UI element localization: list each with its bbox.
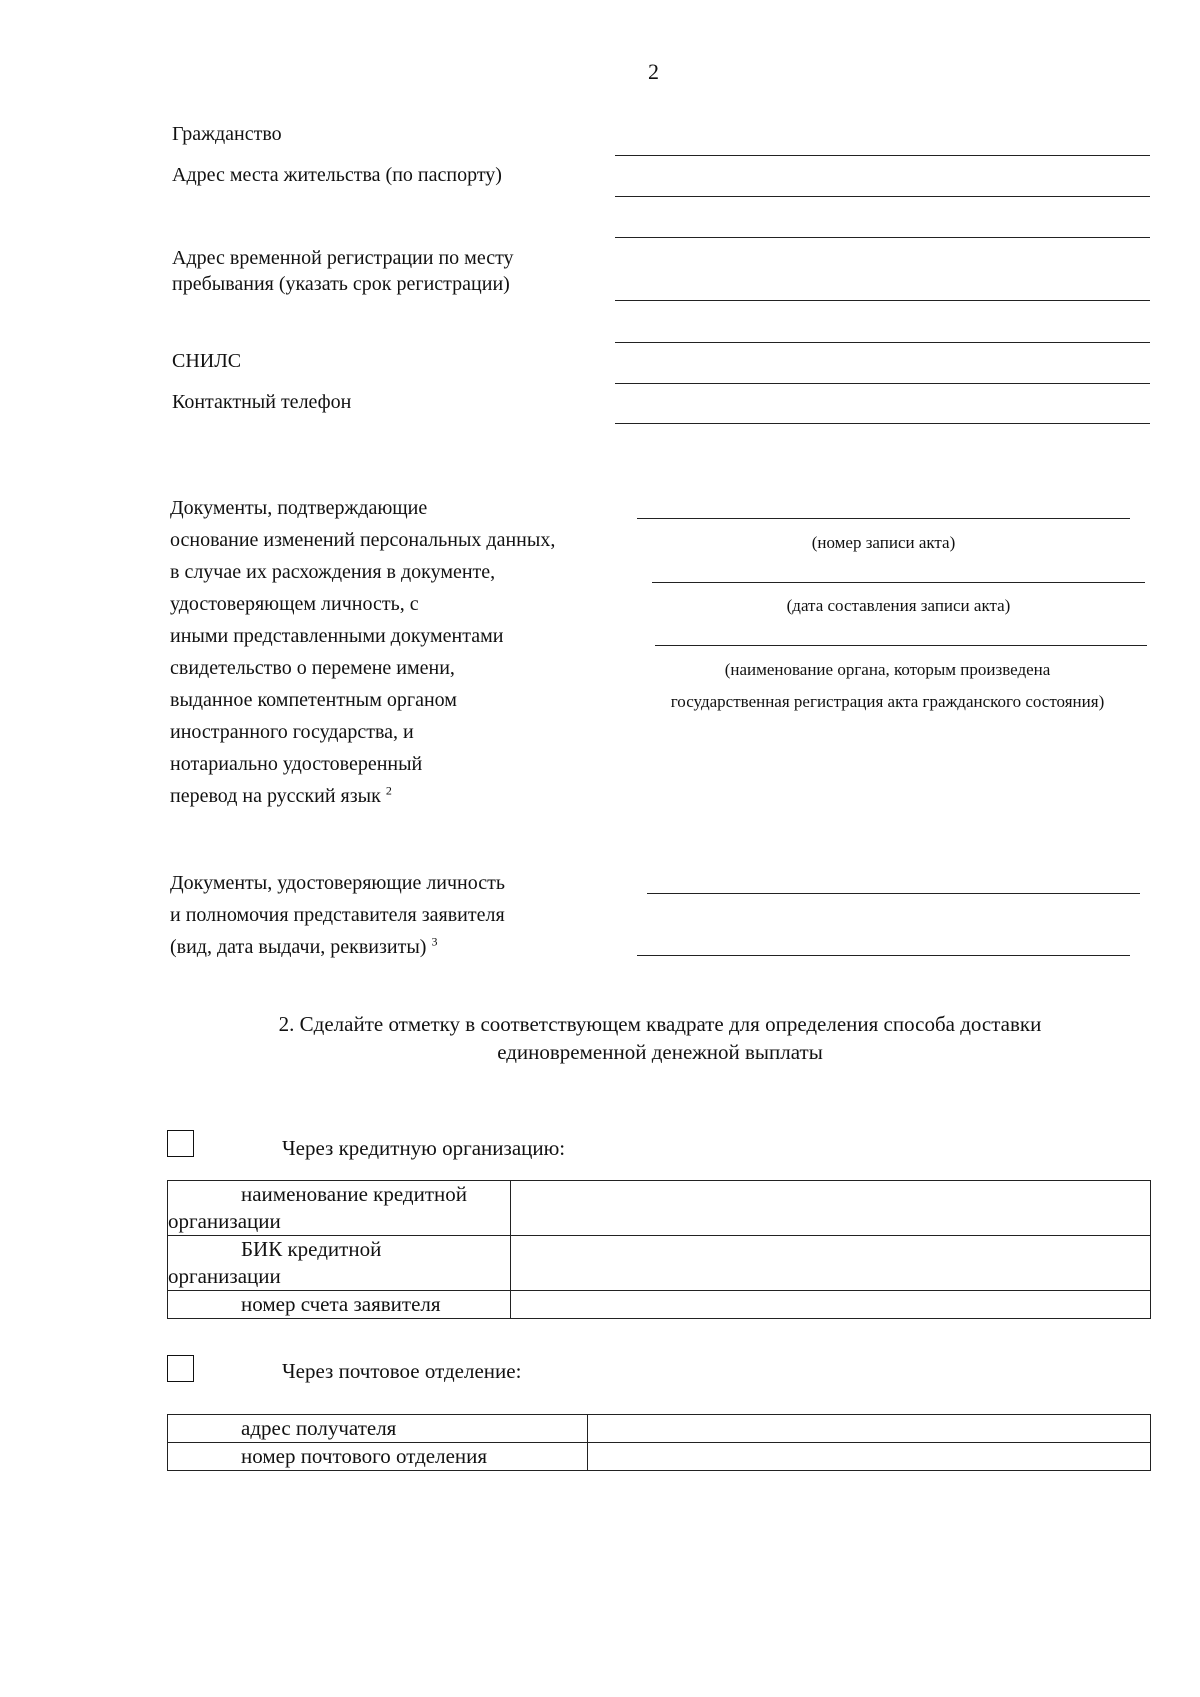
post-option-checkbox[interactable] [167,1355,194,1382]
phone-label: Контактный телефон [172,391,352,413]
representative-line1: Документы, удостоверяющие личность [170,872,505,894]
account-number-value[interactable] [511,1291,1151,1319]
post-office-number-value[interactable] [588,1443,1151,1471]
documents-change-line: свидетельство о перемене имени, [170,657,455,679]
documents-change-line: удостоверяющем личность, с [170,593,419,615]
post-office-number-label [168,1443,588,1471]
representative-line3 [170,931,505,963]
bank-bik-label-line1: БИК кредитной [241,1237,382,1261]
bank-name-label [168,1181,511,1236]
documents-change-block [170,492,555,812]
representative-block [170,867,505,963]
section2-heading-line1: 2. Сделайте отметку в соответствующем квадрате для определения способа доставки [278,1012,1042,1036]
table-row [168,1443,1151,1471]
account-number-label-line1: номер счета заявителя [241,1292,441,1316]
temp-reg-line-1[interactable] [615,300,1150,301]
citizenship-label: Гражданство [172,123,282,145]
bank-option-label: Через кредитную организацию: [282,1136,566,1160]
bank-details-table [167,1180,1151,1319]
authority-caption-line2: государственная регистрация акта гражданского состояния) [670,692,1105,711]
bank-bik-label [168,1236,511,1291]
table-row [168,1415,1151,1443]
table-row [168,1236,1151,1291]
representative-line2: и полномочия представителя заявителя [170,904,505,926]
page-number: 2 [648,59,659,84]
documents-change-last-text: перевод на русский язык [170,785,381,807]
address-passport-label: Адрес места жительства (по паспорту) [172,164,502,186]
documents-change-line: иностранного государства, и [170,721,414,743]
recipient-address-label-line1: адрес получателя [241,1416,397,1440]
post-office-number-label-line1: номер почтового отделения [241,1444,488,1468]
footnote-2-marker: 2 [385,783,392,798]
documents-change-line: выданное компетентным органом [170,689,457,711]
table-row [168,1181,1151,1236]
bank-name-value[interactable] [511,1181,1151,1236]
representative-line-2[interactable] [637,955,1130,956]
temp-reg-line-2[interactable] [615,342,1150,343]
recipient-address-value[interactable] [588,1415,1151,1443]
documents-change-line: нотариально удостоверенный [170,753,423,775]
record-date-line[interactable] [652,582,1145,583]
address-passport-line-1[interactable] [615,196,1150,197]
bank-bik-label-line2: организации [168,1264,281,1288]
documents-change-line: Документы, подтверждающие [170,497,428,519]
authority-line[interactable] [655,645,1147,646]
documents-change-line: в случае их расхождения в документе, [170,561,496,583]
record-number-line[interactable] [637,518,1130,519]
bank-option-checkbox[interactable] [167,1130,194,1157]
bank-bik-value[interactable] [511,1236,1151,1291]
section2-heading-line2: единовременной денежной выплаты [497,1040,823,1064]
bank-name-label-line1: наименование кредитной [241,1182,467,1206]
representative-line3-text: (вид, дата выдачи, реквизиты) [170,936,427,958]
snils-line[interactable] [615,383,1150,384]
recipient-address-label [168,1415,588,1443]
bank-name-label-line2: организации [168,1209,281,1233]
post-option-label: Через почтовое отделение: [282,1359,522,1383]
documents-change-last-line [170,780,555,812]
table-row [168,1291,1151,1319]
representative-line-1[interactable] [647,893,1140,894]
post-details-table [167,1414,1151,1471]
temp-reg-label-line2: пребывания (указать срок регистрации) [172,273,510,295]
record-date-caption: (дата составления записи акта) [786,596,1011,615]
phone-line[interactable] [615,423,1150,424]
record-number-caption: (номер записи акта) [811,533,956,552]
citizenship-line[interactable] [615,155,1150,156]
documents-change-line: иными представленными документами [170,625,504,647]
section2-heading [0,1010,1200,1066]
snils-label: СНИЛС [172,350,242,372]
footnote-3-marker: 3 [431,934,438,949]
address-passport-line-2[interactable] [615,237,1150,238]
temp-reg-label-line1: Адрес временной регистрации по месту [172,247,514,269]
authority-caption-line1: (наименование органа, которым произведена [724,660,1051,679]
documents-change-line: основание изменений персональных данных, [170,529,556,551]
account-number-label [168,1291,511,1319]
